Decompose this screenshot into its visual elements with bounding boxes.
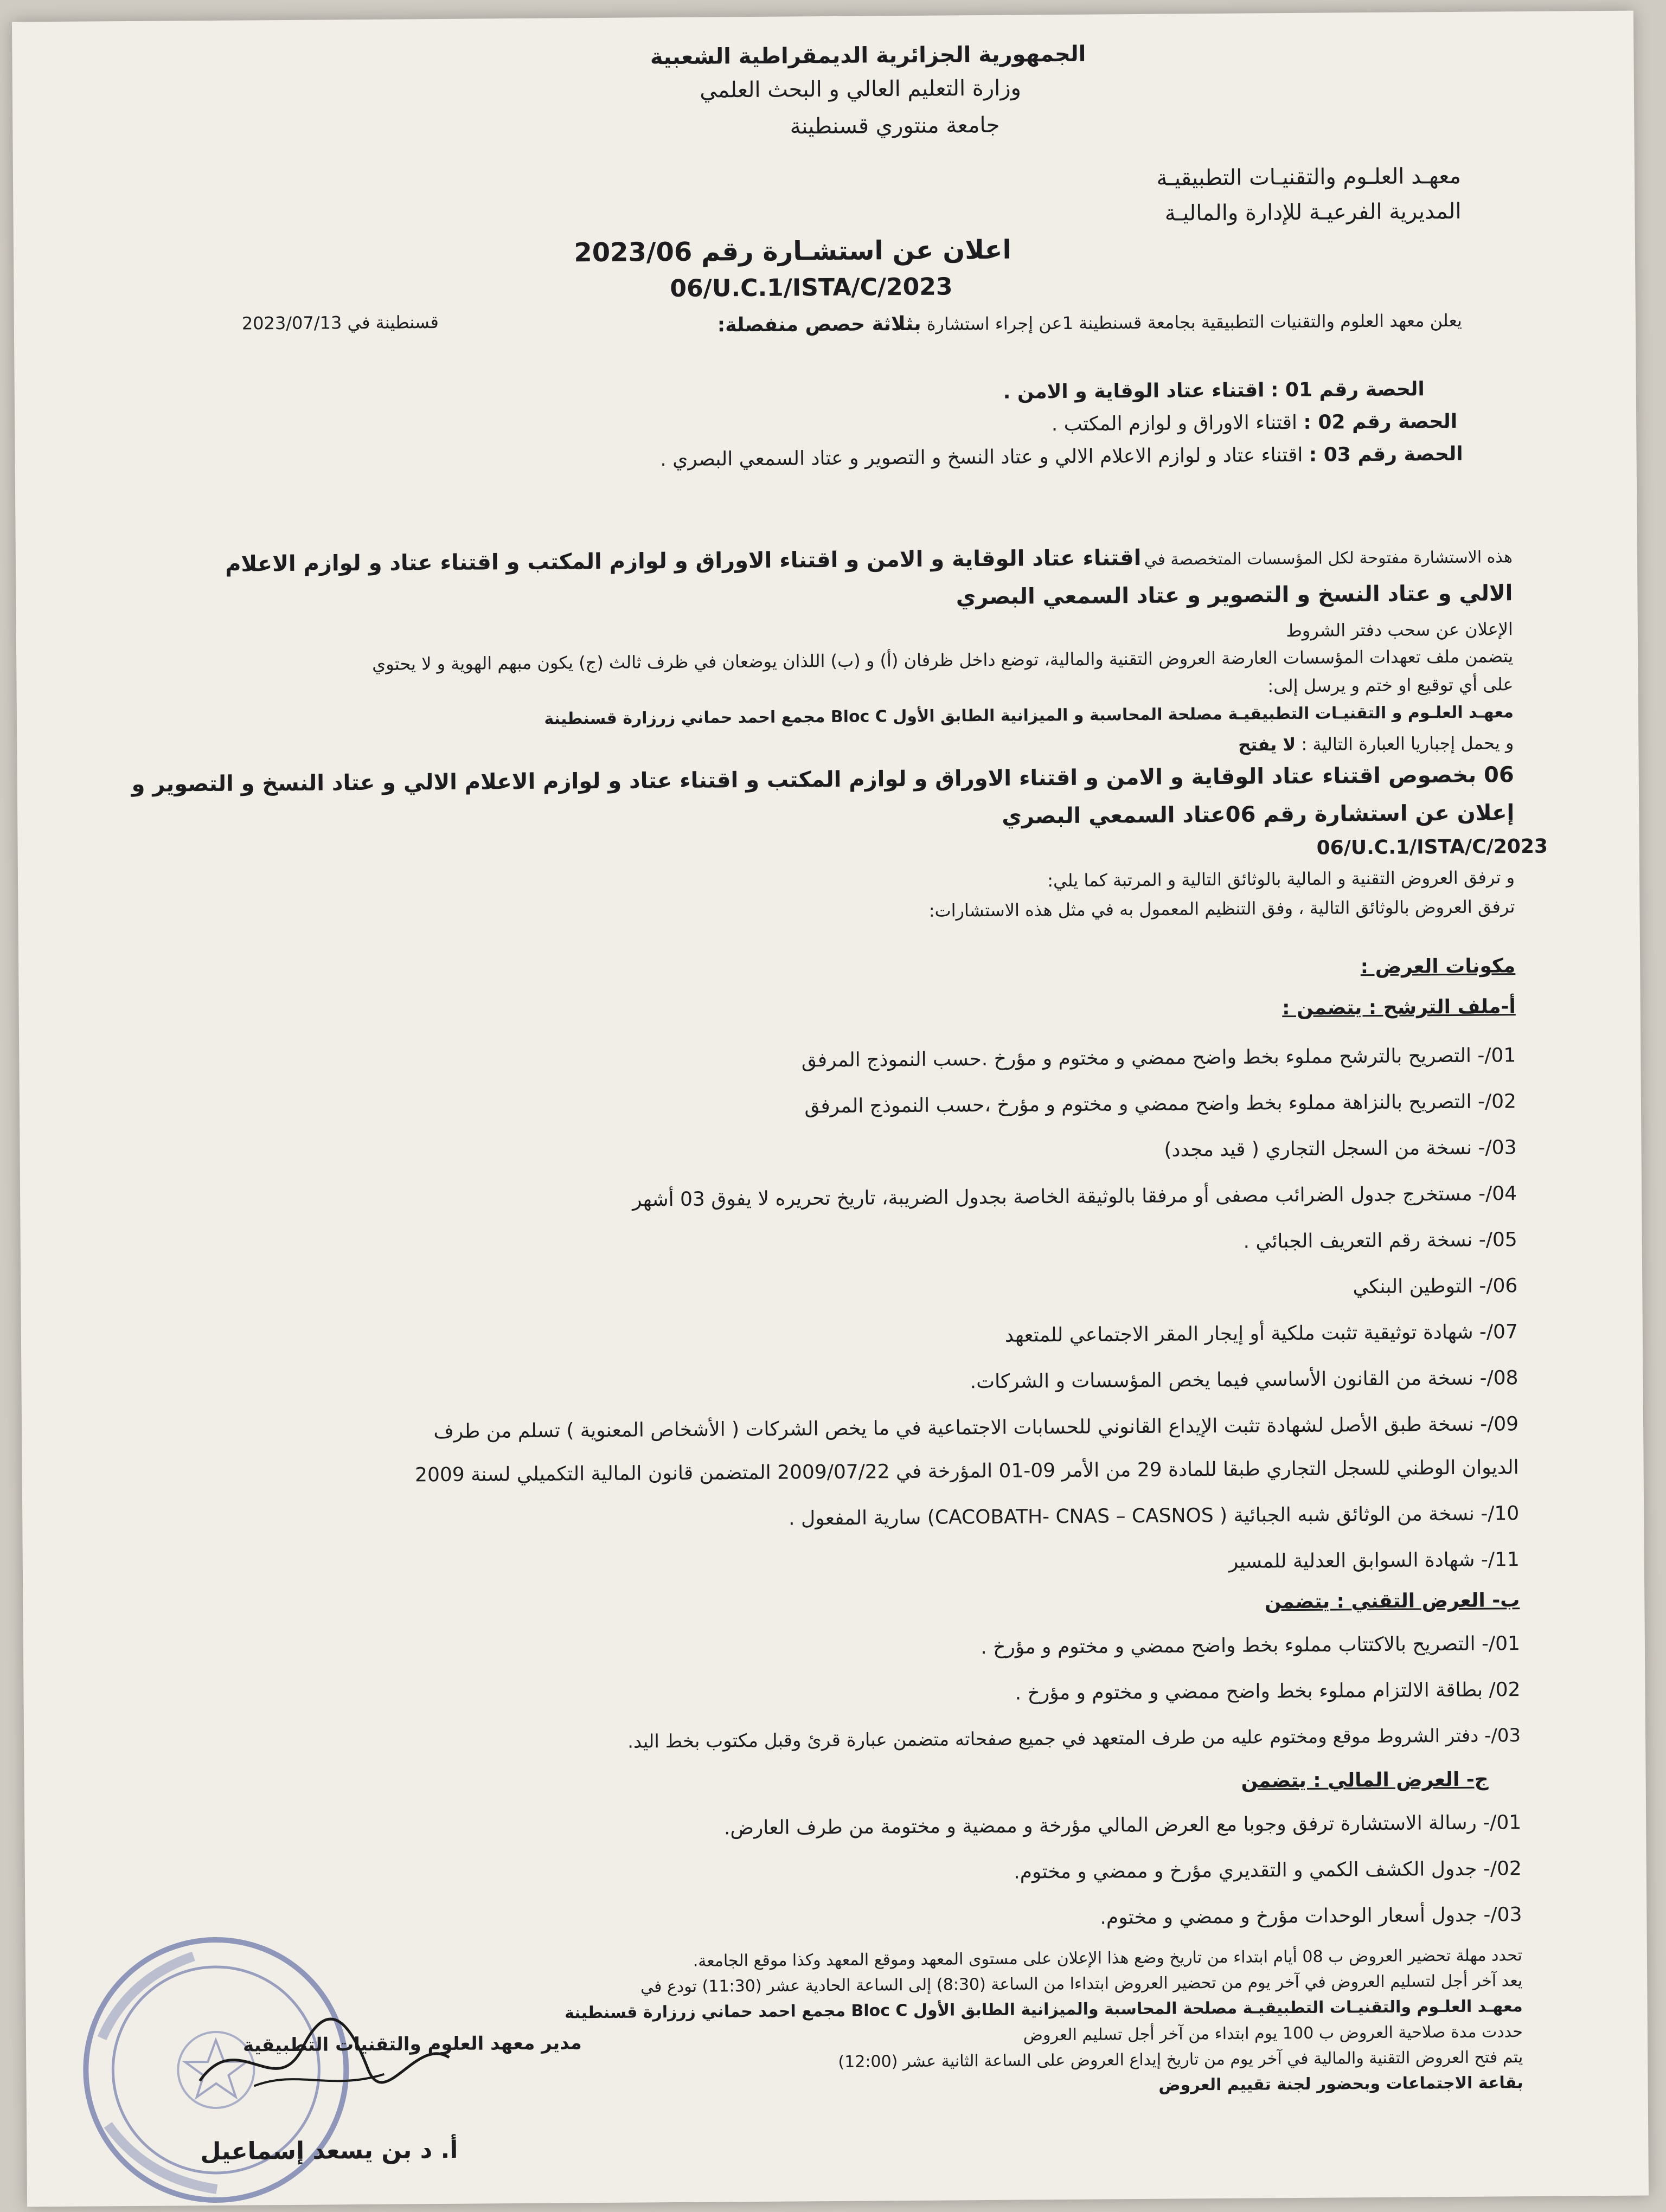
open-line-1 <box>225 543 1513 577</box>
attach-line-1: و ترفق العروض التقنية و المالية بالوثائق التالية و المرتبة كما يلي: <box>1047 867 1515 891</box>
section-c-item-3: 03/- جدول أسعار الوحدات مؤرخ و ممضي و مختوم. <box>1100 1904 1522 1929</box>
closing-line-6: بقاعة الاجتماعات وبحضور لجنة تقييم العروض <box>1158 2073 1523 2095</box>
lot-1-label: الحصة رقم 01 : <box>1270 378 1425 402</box>
directorate-heading: المديرية الفرعيـة للإدارة والماليـة <box>1164 198 1462 226</box>
closing-line-2: يعد آخر أجل لتسليم العروض في آخر يوم من تحضير العروض ابتداءا من الساعة (8:30) إلى الساعة الحادية عشر (11:30) تودع في <box>640 1971 1523 1997</box>
announcement-title: اعلان عن استشـارة رقم 2023/06 <box>574 234 1012 268</box>
carry-text: و يحمل إجباريا العبارة التالية : <box>1301 732 1514 755</box>
section-a-item-10: 10/- نسخة من الوثائق شبه الجبائية ( CACOBATH- CNAS – CASNOS) سارية المفعول . <box>788 1502 1520 1530</box>
intro-announce-bold: بثلاثة حصص منفصلة: <box>717 312 921 337</box>
section-b-item-2: 02/ بطاقة الالتزام مملوء بخط واضح ممضي و مختوم و مؤرخ . <box>1015 1679 1521 1705</box>
handwritten-signature <box>189 2003 460 2113</box>
intro-line <box>717 309 1462 337</box>
open-line-2: الالي و عتاد النسخ و التصوير و عتاد السمعي البصري <box>956 581 1513 610</box>
lot-1 <box>1003 378 1425 403</box>
carry-line <box>1238 732 1514 755</box>
withdraw-line: الإعلان عن سحب دفتر الشروط <box>1286 619 1513 641</box>
republic-heading: الجمهورية الجزائرية الديمقراطية الشعبية <box>650 41 1086 70</box>
address-line: معهـد العلـوم و التقنيـات التطبيقيـة مصلحة المحاسبة و الميزانية الطابق الأول Bloc C مجمع احمد حماني زرزارة قسنطينة <box>544 703 1514 729</box>
section-a-item-9-cont: الديوان الوطني للسجل التجاري طبقا للمادة 29 من الأمر 09-01 المؤرخة في 2009/07/22 المتضمن قانون المالية التكميلي لسنة 2009 <box>414 1456 1519 1487</box>
section-a-item-1: 01/- التصريح بالترشح مملوء بخط واضح ممضي و مختوم و مؤرخ .حسب النموذج المرفق <box>801 1044 1516 1072</box>
intro-announce: يعلن معهد العلوم والتقنيات التطبيقية بجامعة قسنطينة 1عن إجراء استشارة <box>926 310 1463 335</box>
lot-2-label: الحصة رقم 02 : <box>1303 410 1458 434</box>
components-title: مكونات العرض : <box>1360 955 1516 979</box>
subject-line-1: 06 بخصوص اقتناء عتاد الوقاية و الامن و اقتناء الاوراق و لوازم المكتب و اقتناء عتاد و لوازم الاعلام الالي و عتاد النسخ و التصوير و <box>131 762 1514 797</box>
section-c-title: ج- العرض المالي : يتضمن <box>1241 1768 1489 1792</box>
ministry-heading: وزارة التعليم العالي و البحث العلمي <box>700 75 1022 103</box>
section-c-item-2: 02/- جدول الكشف الكمي و التقديري مؤرخ و ممضي و مختوم. <box>1014 1857 1522 1883</box>
section-c-item-1: 01/- رسالة الاستشارة ترفق وجوبا مع العرض المالي مؤرخة و ممضية و مختومة من طرف العارض. <box>723 1811 1522 1840</box>
section-a-item-11: 11/- شهادة السوابق العدلية للمسير <box>1228 1548 1520 1573</box>
closing-line-3: معهـد العلـوم والتقنيـات التطبيقيـة مصلحة المحاسبة والميزانية الطابق الأول Bloc C مجمع احمد حماني زرزارة قسنطينة <box>564 1997 1523 2023</box>
subject-reference: 06/U.C.1/ISTA/C/2023 <box>1316 835 1548 859</box>
section-a-title: أ-ملف الترشح : يتضمن : <box>1282 995 1516 1020</box>
section-b-item-1: 01/- التصريح بالاكتتاب مملوء بخط واضح ممضي و مختوم و مؤرخ . <box>981 1632 1521 1659</box>
lot-3 <box>660 443 1463 471</box>
announcement-date: قسنطينة في 2023/07/13 <box>241 312 439 334</box>
section-a-item-8: 08/- نسخة من القانون الأساسي فيما يخص المؤسسات و الشركات. <box>970 1367 1518 1393</box>
lot-2 <box>1052 410 1458 435</box>
section-b-item-3: 03/- دفتر الشروط موقع ومختوم عليه من طرف المتعهد في جميع صفحاته متضمن عبارة قرئ وقبل مكتوب بخط اليد. <box>627 1725 1521 1753</box>
signatory-name: أ. د بن يسعد إسماعيل <box>200 2136 458 2166</box>
signatory-role: مدير معهد العلوم والتقنيات التطبيقية <box>242 2032 582 2056</box>
university-heading: جامعة منتوري قسنطينة <box>790 112 1000 139</box>
closing-line-1: تحدد مهلة تحضير العروض ب 08 أيام ابتداء من تاريخ وضع هذا الإعلان على مستوى المعهد وموقع المعهد وكذا موقع الجامعة. <box>693 1946 1523 1971</box>
institute-heading: معهـد العلـوم والتقنيـات التطبيقيـة <box>1156 163 1462 191</box>
closing-line-4: حددت مدة صلاحية العروض ب 100 يوم ابتداء من آخر أجل تسليم العروض <box>1023 2022 1523 2045</box>
lot-1-text: اقتناء عتاد الوقاية و الامن . <box>1003 379 1265 403</box>
envelopes-line-2: على أي توقيع او ختم و يرسل إلى: <box>1267 674 1514 697</box>
document-page <box>12 11 1649 2207</box>
section-a-item-7: 07/- شهادة توثيقية تثبت ملكية أو إيجار المقر الاجتماعي للمتعهد <box>1004 1321 1518 1347</box>
section-a-item-5: 05/- نسخة رقم التعريف الجبائي . <box>1243 1229 1517 1253</box>
section-a-item-2: 02/- التصريح بالنزاهة مملوء بخط واضح ممضي و مختوم و مؤرخ ،حسب النموذج المرفق <box>804 1090 1517 1118</box>
open-bold: اقتناء عتاد الوقاية و الامن و اقتناء الاوراق و لوازم المكتب و اقتناء عتاد و لوازم الاعلام <box>225 545 1142 577</box>
announcement-reference: 06/U.C.1/ISTA/C/2023 <box>670 273 953 303</box>
section-a-item-3: 03/- نسخة من السجل التجاري ( قيد مجدد) <box>1164 1136 1517 1161</box>
section-a-item-4: 04/- مستخرج جدول الضرائب مصفى أو مرفقا بالوثيقة الخاصة بجدول الضريبة، تاريخ تحريره لا يفوق 03 أشهر <box>632 1182 1517 1211</box>
lot-3-text: اقتناء عتاد و لوازم الاعلام الالي و عتاد النسخ و التصوير و عتاد السمعي البصري . <box>660 443 1303 471</box>
carry-bold: لا يفتح <box>1238 734 1296 755</box>
section-a-item-9: 09/- نسخة طبق الأصل لشهادة تثبت الإيداع القانوني للحسابات الاجتماعية في ما يخص الشركات ( الأشخاص المعنوية ) تسلم من طرف <box>433 1413 1519 1443</box>
attach-line-2: ترفق العروض بالوثائق التالية ، وفق التنظيم المعمول به في مثل هذه الاستشارات: <box>928 896 1515 921</box>
open-prefix: هذه الاستشارة مفتوحة لكل المؤسسات المتخصصة في <box>1144 548 1513 569</box>
closing-line-5: يتم فتح العروض التقنية والمالية في آخر يوم من تاريخ إيداع العروض على الساعة الثانية عشر (12:00) <box>838 2048 1523 2072</box>
section-b-title: ب- العرض التقني : يتضمن <box>1264 1589 1520 1613</box>
lot-3-label: الحصة رقم 03 : <box>1309 442 1463 466</box>
envelopes-line-1: يتضمن ملف تعهدات المؤسسات العارضة العروض التقنية والمالية، توضع داخل ظرفان (أ) و (ب) اللذان يوضعان في ظرف ثالث (ج) يكون مبهم الهوية و لا يحتوي <box>372 646 1514 674</box>
subject-line-2: إعلان عن استشارة رقم 06عتاد السمعي البصري <box>1002 800 1515 829</box>
section-a-item-6: 06/- التوطين البنكي <box>1353 1275 1518 1298</box>
lot-2-text: اقتناء الاوراق و لوازم المكتب . <box>1051 411 1298 436</box>
